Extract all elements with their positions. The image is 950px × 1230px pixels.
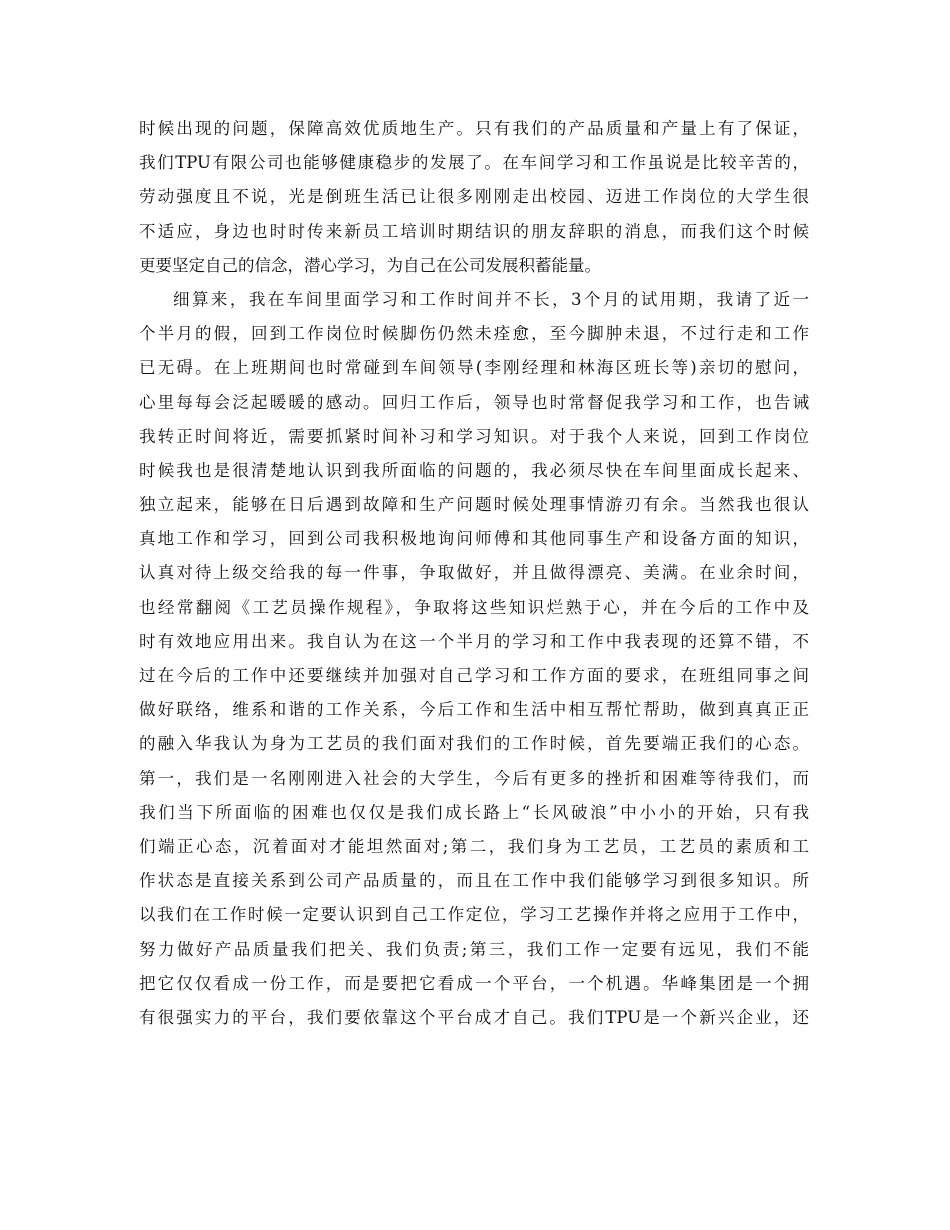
- text-line: 不适应，身边也时时传来新员工培训时期结识的朋友辞职的消息，而我们这个时候: [139, 221, 809, 241]
- body-text: [139, 112, 809, 1035]
- text-line: 时候我也是很清楚地认识到我所面临的问题的，我必须尽快在车间里面成长起来、: [139, 460, 809, 480]
- text-line: 过在今后的工作中还要继续并加强对自己学习和工作方面的要求，在班组同事之间: [139, 666, 809, 685]
- text-line: 作状态是直接关系到公司产品质量的，而且在工作中我们能够学习到很多知识。所: [139, 871, 809, 891]
- text-line: 已无碍。在上班期间也时常碰到车间领导(李刚经理和林海区班长等)亲切的慰问，: [139, 358, 809, 378]
- text-line: 个半月的假，回到工作岗位时候脚伤仍然未痊愈，至今脚肿未退，不过行走和工作: [139, 324, 809, 344]
- text-line: 更要坚定自己的信念，潜心学习，为自己在公司发展积蓄能量。: [139, 255, 601, 275]
- text-line: 认真对待上级交给我的每一件事，争取做好，并且做得漂亮、美满。在业余时间，: [139, 563, 809, 583]
- text-line: 独立起来，能够在日后遇到故障和生产问题时候处理事情游刃有余。当然我也很认: [139, 495, 809, 515]
- text-line: 也经常翻阅《工艺员操作规程》，争取将这些知识烂熟于心，并在今后的工作中及: [139, 597, 809, 617]
- text-line: 劳动强度且不说，光是倒班生活已让很多刚刚走出校园、迈进工作岗位的大学生很: [139, 187, 809, 207]
- text-line: 把它仅仅看成一份工作，而是要把它看成一个平台，一个机遇。华峰集团是一个拥: [139, 973, 809, 993]
- text-line: 真地工作和学习，回到公司我积极地询问师傅和其他同事生产和设备方面的知识，: [139, 529, 809, 549]
- text-line: 我们TPU有限公司也能够健康稳步的发展了。在车间学习和工作虽说是比较辛苦的，: [139, 153, 809, 173]
- text-line: 心里每每会泛起暖暖的感动。回归工作后，领导也时常督促我学习和工作，也告诫: [139, 392, 809, 412]
- text-line: 的融入华我认为身为工艺员的我们面对我们的工作时候，首先要端正我们的心态。: [139, 734, 809, 754]
- text-line: 细算来，我在车间里面学习和工作时间并不长，3个月的试用期，我请了近一: [173, 289, 809, 309]
- text-line: 第一，我们是一名刚刚进入社会的大学生，今后有更多的挫折和困难等待我们，而: [139, 768, 809, 788]
- text-line: 们端正心态，沉着面对才能坦然面对;第二，我们身为工艺员，工艺员的素质和工: [139, 836, 809, 856]
- text-line: 有很强实力的平台，我们要依靠这个平台成才自己。我们TPU是一个新兴企业，还: [139, 1007, 809, 1027]
- text-line: 以我们在工作时候一定要认识到自己工作定位，学习工艺操作并将之应用于工作中，: [139, 905, 809, 925]
- text-line: 时候出现的问题，保障高效优质地生产。只有我们的产品质量和产量上有了保证，: [139, 119, 809, 138]
- text-line: 我们当下所面临的困难也仅仅是我们成长路上“长风破浪”中小小的开始，只有我: [139, 802, 809, 822]
- text-line: 时有效地应用出来。我自认为在这一个半月的学习和工作中我表现的还算不错，不: [139, 631, 809, 651]
- text-line: 努力做好产品质量我们把关、我们负责;第三，我们工作一定要有远见，我们不能: [139, 939, 809, 959]
- text-line: 我转正时间将近，需要抓紧时间补习和学习知识。对于我个人来说，回到工作岗位: [139, 426, 809, 446]
- text-line: 做好联络，维系和谐的工作关系，今后工作和生活中相互帮忙帮助，做到真真正正: [139, 700, 809, 720]
